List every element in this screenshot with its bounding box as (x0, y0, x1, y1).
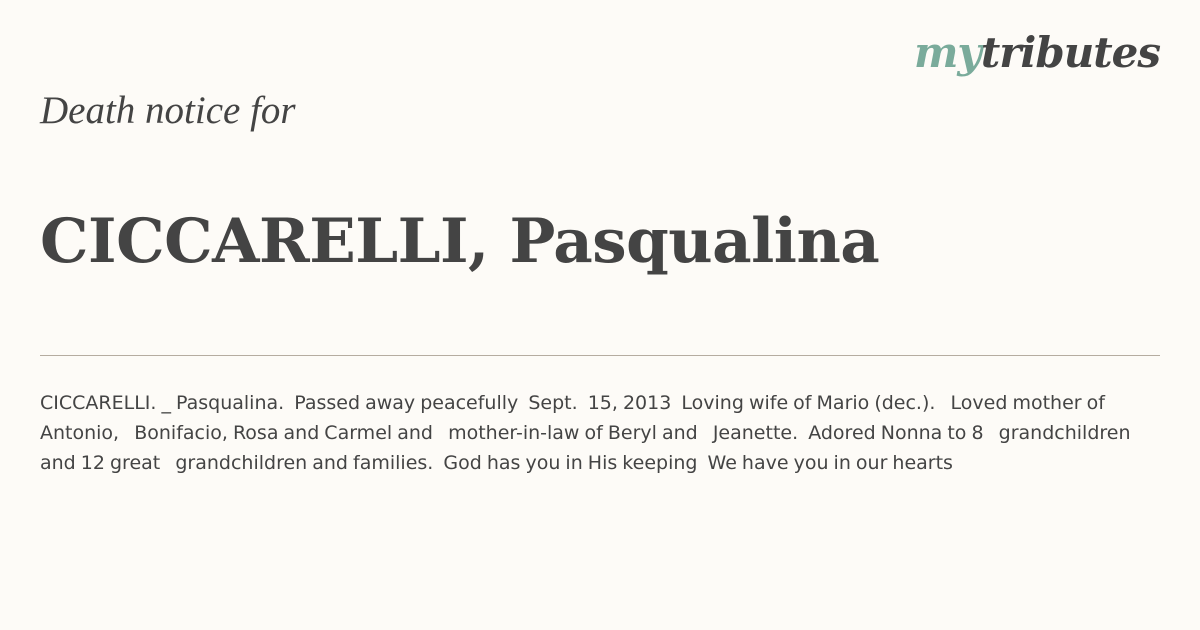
divider (40, 355, 1160, 356)
mytributes-logo[interactable] (913, 28, 1160, 77)
notice-text: CICCARELLI. _ Pasqualina. Passed away peacefully Sept. 15, 2013 Loving wife of Mario (dec.). Loved mother of Antonio, Bonifacio, Rosa and Carmel and mother-in-law of Beryl and Jeanette. Adored Nonna to 8 grandchildren and 12 great grandchildren and families. God has you in His keeping We have you in our hearts (40, 392, 1136, 474)
logo-tributes-text: tributes (980, 28, 1160, 77)
deceased-name: CICCARELLI, Pasqualina (40, 206, 880, 277)
logo-my-text: my (913, 28, 981, 77)
notice-label: Death notice for (40, 89, 296, 132)
